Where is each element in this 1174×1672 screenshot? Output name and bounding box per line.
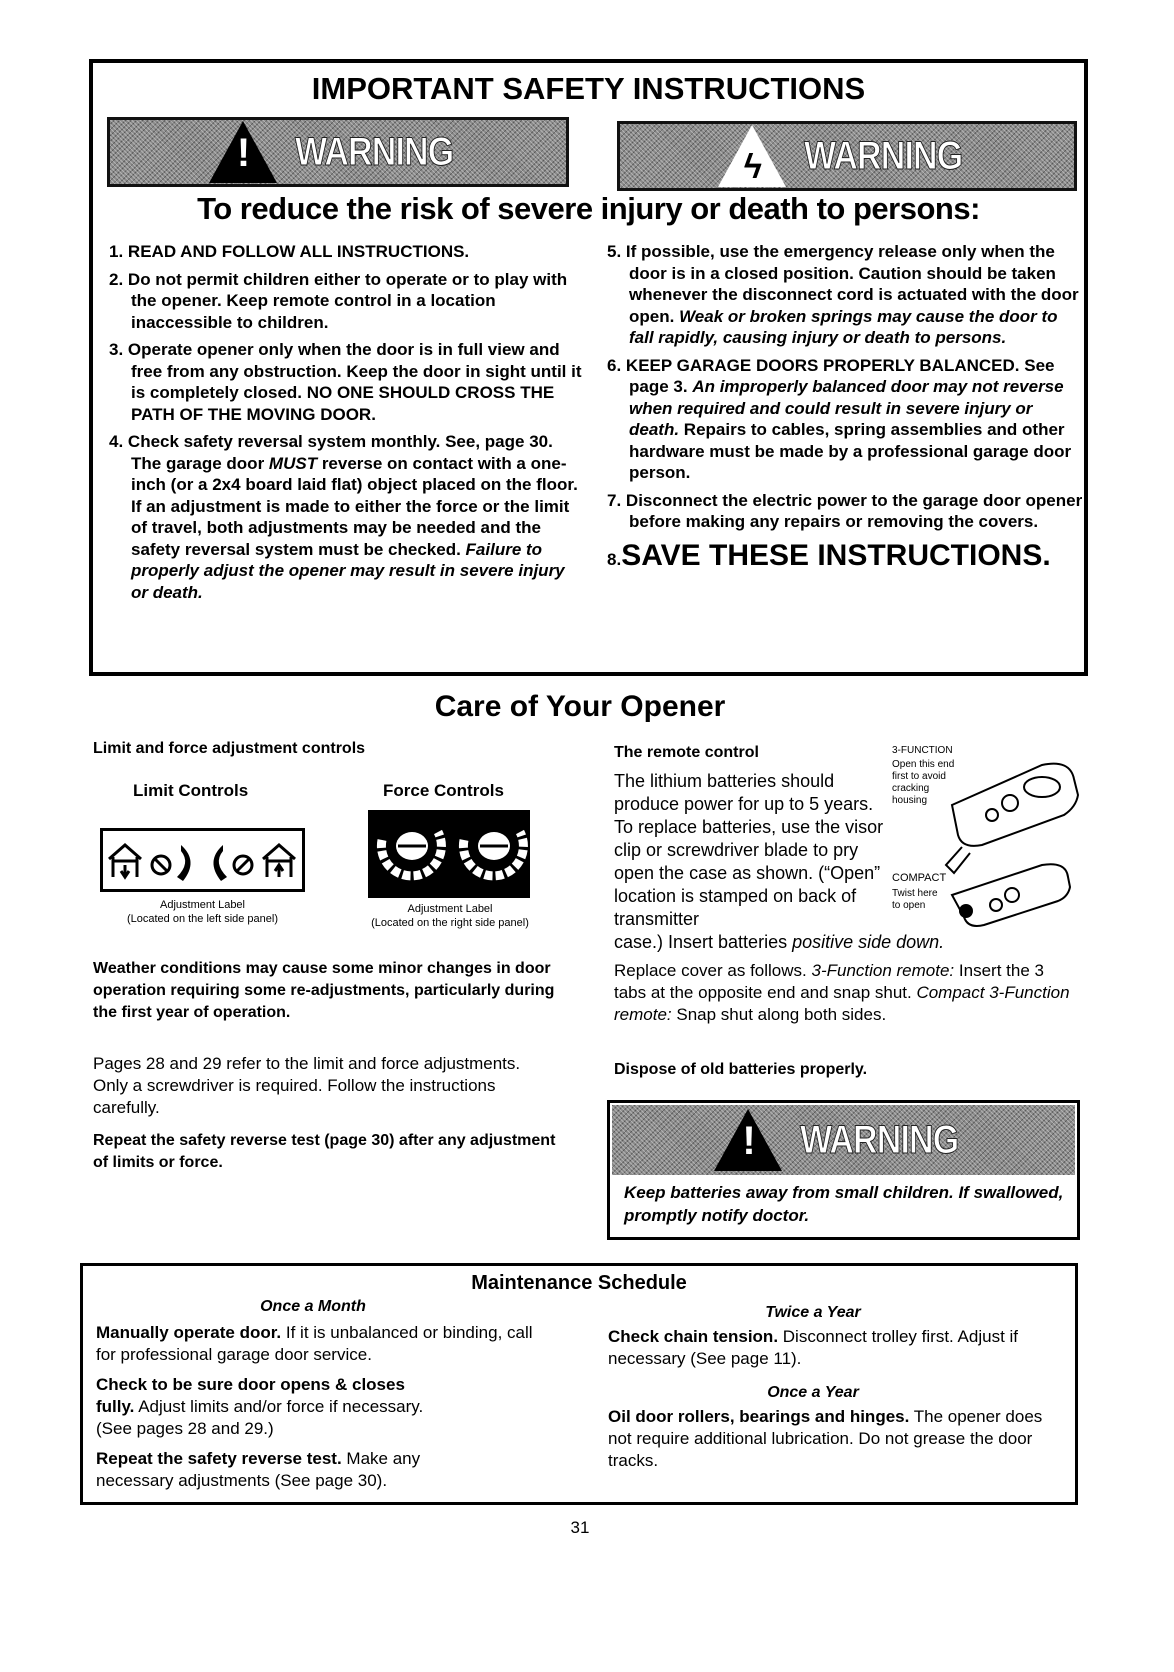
list-item: 5. If possible, use the emergency release only when the door is in a closed position. Caution should be taken whenever the disconnect cord is actuated with the door open. Weak or broken springs may cause the door to fall rapidly, causing injury or death to persons. — [607, 242, 1079, 347]
dispose-note: Dispose of old batteries properly. — [614, 1061, 868, 1078]
maintenance-box — [80, 1263, 1078, 1505]
warning-label: WARNING — [800, 1117, 959, 1162]
weather-note: Weather conditions may cause some minor changes in door operation requiring some re-adjustments, particularly during the first year of operation. — [93, 960, 555, 1021]
battery-warning-text: Keep batteries away from small children. If swallowed, promptly notify doctor. — [624, 1183, 1064, 1225]
list-item: 4. Check safety reversal system monthly. See, page 30. The garage door MUST reverse on contact with a one-inch (or a 2x4 board laid flat) object placed on the floor. If an adjustment is made to either the force or the limit of travel, both adjustments may be needed and the safety reversal system must be checked. Failure to properly adjust the opener may result in severe injury or death. — [109, 432, 578, 602]
limit-controls-label: Limit Controls — [133, 781, 249, 800]
safety-list-left — [109, 241, 585, 609]
exclamation-triangle-icon: ! — [714, 1109, 782, 1171]
warning-banner-right — [617, 121, 1077, 191]
month-heading: Once a Month — [260, 1298, 366, 1315]
remote-control-icon — [892, 745, 1082, 935]
warning-label: WARNING — [294, 129, 454, 174]
maintenance-title: Maintenance Schedule — [471, 1272, 687, 1294]
electric-shock-triangle-icon: ϟ — [718, 125, 786, 187]
remote-figure — [892, 745, 1082, 935]
battery-warning-box — [607, 1100, 1080, 1240]
replace-cover-text: Replace cover as follows. 3-Function remote: Insert the 3 tabs at the opposite end and snap shut. Compact 3-Function remote: Snap shut along both sides. — [614, 961, 1070, 1024]
force-adjustment-label-image — [368, 810, 530, 898]
month-item: Manually operate door. If it is unbalanced or binding, call for professional garage door service. — [96, 1323, 533, 1364]
care-title: Care of Your Opener — [434, 690, 726, 723]
repeat-note: Repeat the safety reverse test (page 30) after any adjustment of limits or force. — [93, 1132, 556, 1171]
limit-controls-icon — [103, 831, 302, 889]
safety-subtitle: To reduce the risk of severe injury or death to persons: — [197, 191, 980, 226]
controls-heading: Limit and force adjustment controls — [93, 740, 366, 757]
warning-banner-left — [107, 117, 569, 187]
twice-item: Check chain tension. Disconnect trolley first. Adjust if necessary (See page 11). — [608, 1327, 1019, 1368]
safety-list-right — [607, 241, 1085, 583]
exclamation-triangle-icon: ! — [209, 121, 277, 183]
limit-adjustment-label-image — [100, 828, 305, 892]
limit-caption: Adjustment Label (Located on the left side panel) — [126, 899, 279, 925]
list-item-save: 8.SAVE THESE INSTRUCTIONS. — [607, 538, 1051, 572]
remote-text-2: case.) Insert batteries positive side down. — [614, 932, 945, 952]
year-item: Oil door rollers, bearings and hinges. The opener does not require additional lubrication. Do not grease the door tracks. — [608, 1407, 1043, 1470]
remote-heading: The remote control — [614, 744, 759, 761]
month-item: Check to be sure door opens & closes fully. Adjust limits and/or force if necessary. (See pages 28 and 29.) — [96, 1375, 424, 1438]
list-item: 1. READ AND FOLLOW ALL INSTRUCTIONS. — [109, 242, 470, 261]
page-number: 31 — [570, 1518, 590, 1537]
safety-instructions-box — [89, 59, 1088, 676]
fig-compact-label: COMPACT — [892, 872, 947, 884]
force-controls-label: Force Controls — [383, 781, 504, 800]
fig-3function-label: 3-FUNCTION — [892, 745, 953, 756]
list-item: 6. KEEP GARAGE DOORS PROPERLY BALANCED. See page 3. An improperly balanced door may not reverse when required and could result in severe injury or death. Repairs to cables, spring assemblies and other hardware must be made by a professional garage door person. — [607, 355, 1072, 482]
safety-title: IMPORTANT SAFETY INSTRUCTIONS — [311, 71, 866, 106]
month-item: Repeat the safety reverse test. Make any necessary adjustments (See page 30). — [96, 1449, 421, 1490]
remote-text: The lithium batteries should produce power for up to 5 years. To replace batteries, use the visor clip or screwdriver blade to pry open the case as shown. (“Open” location is stamped on back of transmitter — [614, 771, 884, 929]
list-item: 7. Disconnect the electric power to the garage door opener before making any repairs or removing the covers. — [607, 490, 1083, 531]
warning-label: WARNING — [803, 133, 963, 178]
fig-compact-note: Twist here to open — [892, 888, 938, 911]
force-dials-icon — [368, 810, 530, 898]
list-item: 2. Do not permit children either to operate or to play with the opener. Keep remote control in a location inaccessible to children. — [109, 269, 568, 332]
force-caption: Adjustment Label (Located on the right side panel) — [371, 903, 529, 929]
warning-banner-battery — [612, 1105, 1075, 1175]
year-heading: Once a Year — [767, 1384, 859, 1401]
fig-3function-note: Open this end first to avoid cracking housing — [892, 759, 955, 806]
twice-heading: Twice a Year — [765, 1304, 861, 1321]
pages-note: Pages 28 and 29 refer to the limit and force adjustments. Only a screwdriver is required. Follow the instructions carefully. — [93, 1054, 521, 1117]
list-item: 3. Operate opener only when the door is in full view and free from any obstruction. Keep the door in sight until it is completely closed. NO ONE SHOULD CROSS THE PATH OF THE MOVING DOOR. — [109, 340, 582, 424]
